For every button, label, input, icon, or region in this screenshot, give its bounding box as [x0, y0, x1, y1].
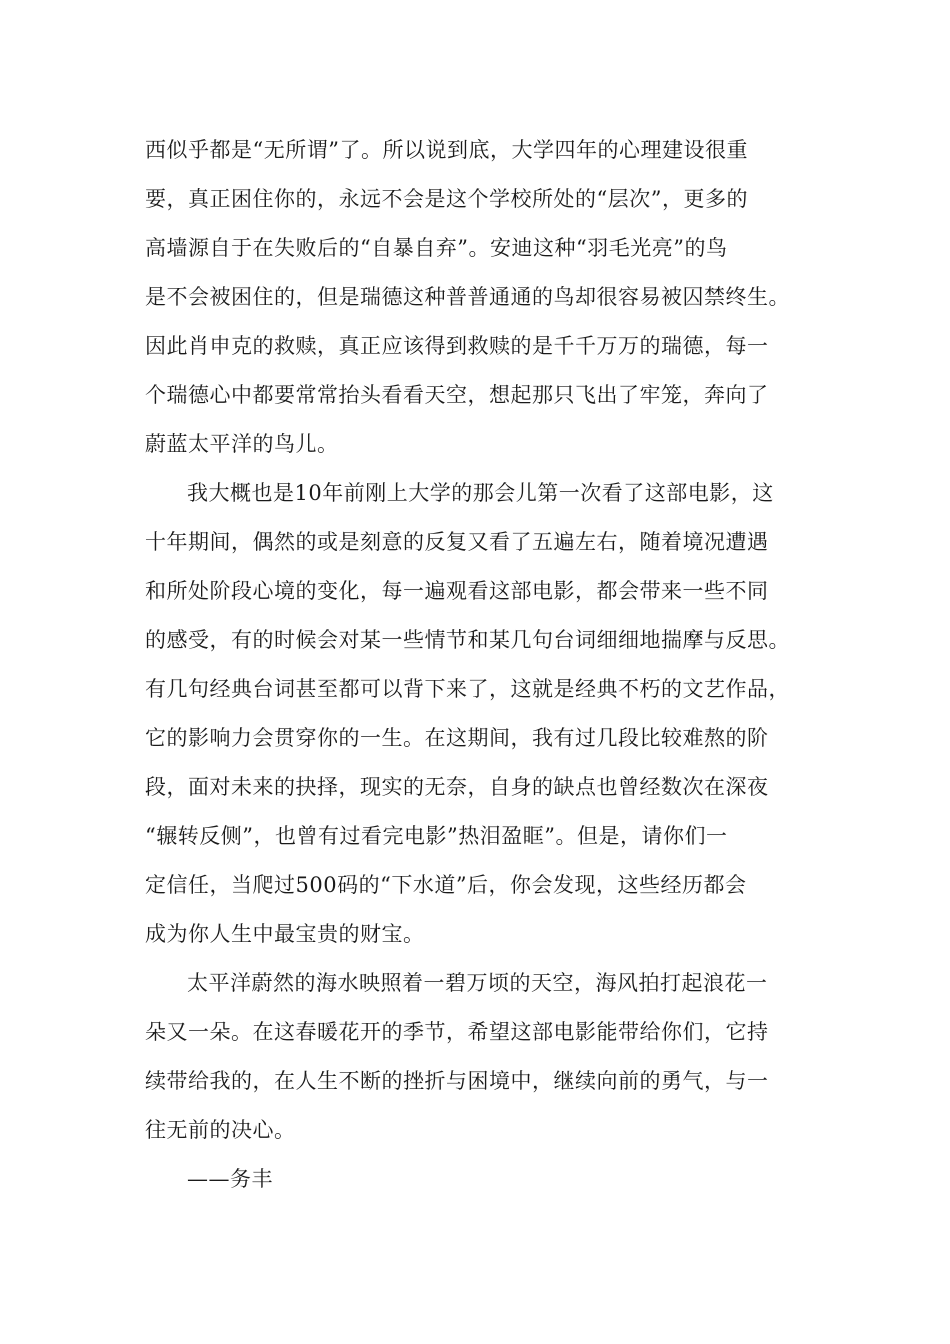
text-line: 段，面对未来的抉择，现实的无奈，自身的缺点也曾经数次在深夜: [145, 775, 769, 799]
text-line: 因此肖申克的救赎，真正应该得到救赎的是千千万万的瑞德，每一: [145, 334, 769, 358]
paragraph-2: [145, 469, 835, 959]
text-line: 往无前的决心。: [145, 1118, 296, 1142]
text-line: 和所处阶段心境的变化，每一遍观看这部电影，都会带来一些不同: [145, 579, 769, 603]
text-line: 高墙源自于在失败后的“自暴自弃”。安迪这种“羽毛光亮”的鸟: [145, 236, 728, 260]
text-line: 有几句经典台词甚至都可以背下来了，这就是经典不朽的文艺作品，: [145, 677, 790, 701]
paragraph-3: [145, 959, 835, 1155]
text-line: 定信任，当爬过500码的“下水道”后，你会发现，这些经历都会: [145, 873, 747, 897]
text-line: 蔚蓝太平洋的鸟儿。: [145, 432, 339, 456]
text-line: 我大概也是10年前刚上大学的那会儿第一次看了这部电影，这: [187, 481, 774, 505]
text-line: 要，真正困住你的，永远不会是这个学校所处的“层次”，更多的: [145, 187, 748, 211]
text-line: “辗转反侧”，也曾有过看完电影”热泪盈眶”。但是，请你们一: [145, 824, 728, 848]
text-line: 个瑞德心中都要常常抬头看看天空，想起那只飞出了牢笼，奔向了: [145, 383, 769, 407]
document-body: [145, 126, 835, 1204]
text-line: 朵又一朵。在这春暖花开的季节，希望这部电影能带给你们，它持: [145, 1020, 769, 1044]
text-line: 成为你人生中最宝贵的财宝。: [145, 922, 425, 946]
text-line: 西似乎都是“无所谓”了。所以说到底，大学四年的心理建设很重: [145, 138, 748, 162]
author-signature: ——务丰: [187, 1167, 273, 1191]
text-line: 十年期间，偶然的或是刻意的反复又看了五遍左右，随着境况遭遇: [145, 530, 769, 554]
text-line: 它的影响力会贯穿你的一生。在这期间，我有过几段比较难熬的阶: [145, 726, 769, 750]
text-line: 续带给我的，在人生不断的挫折与困境中，继续向前的勇气，与一: [145, 1069, 769, 1093]
paragraph-1: [145, 126, 835, 469]
text-line: 是不会被困住的，但是瑞德这种普普通通的鸟却很容易被囚禁终生。: [145, 285, 790, 309]
text-line: 太平洋蔚然的海水映照着一碧万顷的天空，海风拍打起浪花一: [187, 971, 768, 995]
signature: [145, 1155, 835, 1204]
text-line: 的感受，有的时候会对某一些情节和某几句台词细细地揣摩与反思。: [145, 628, 790, 652]
